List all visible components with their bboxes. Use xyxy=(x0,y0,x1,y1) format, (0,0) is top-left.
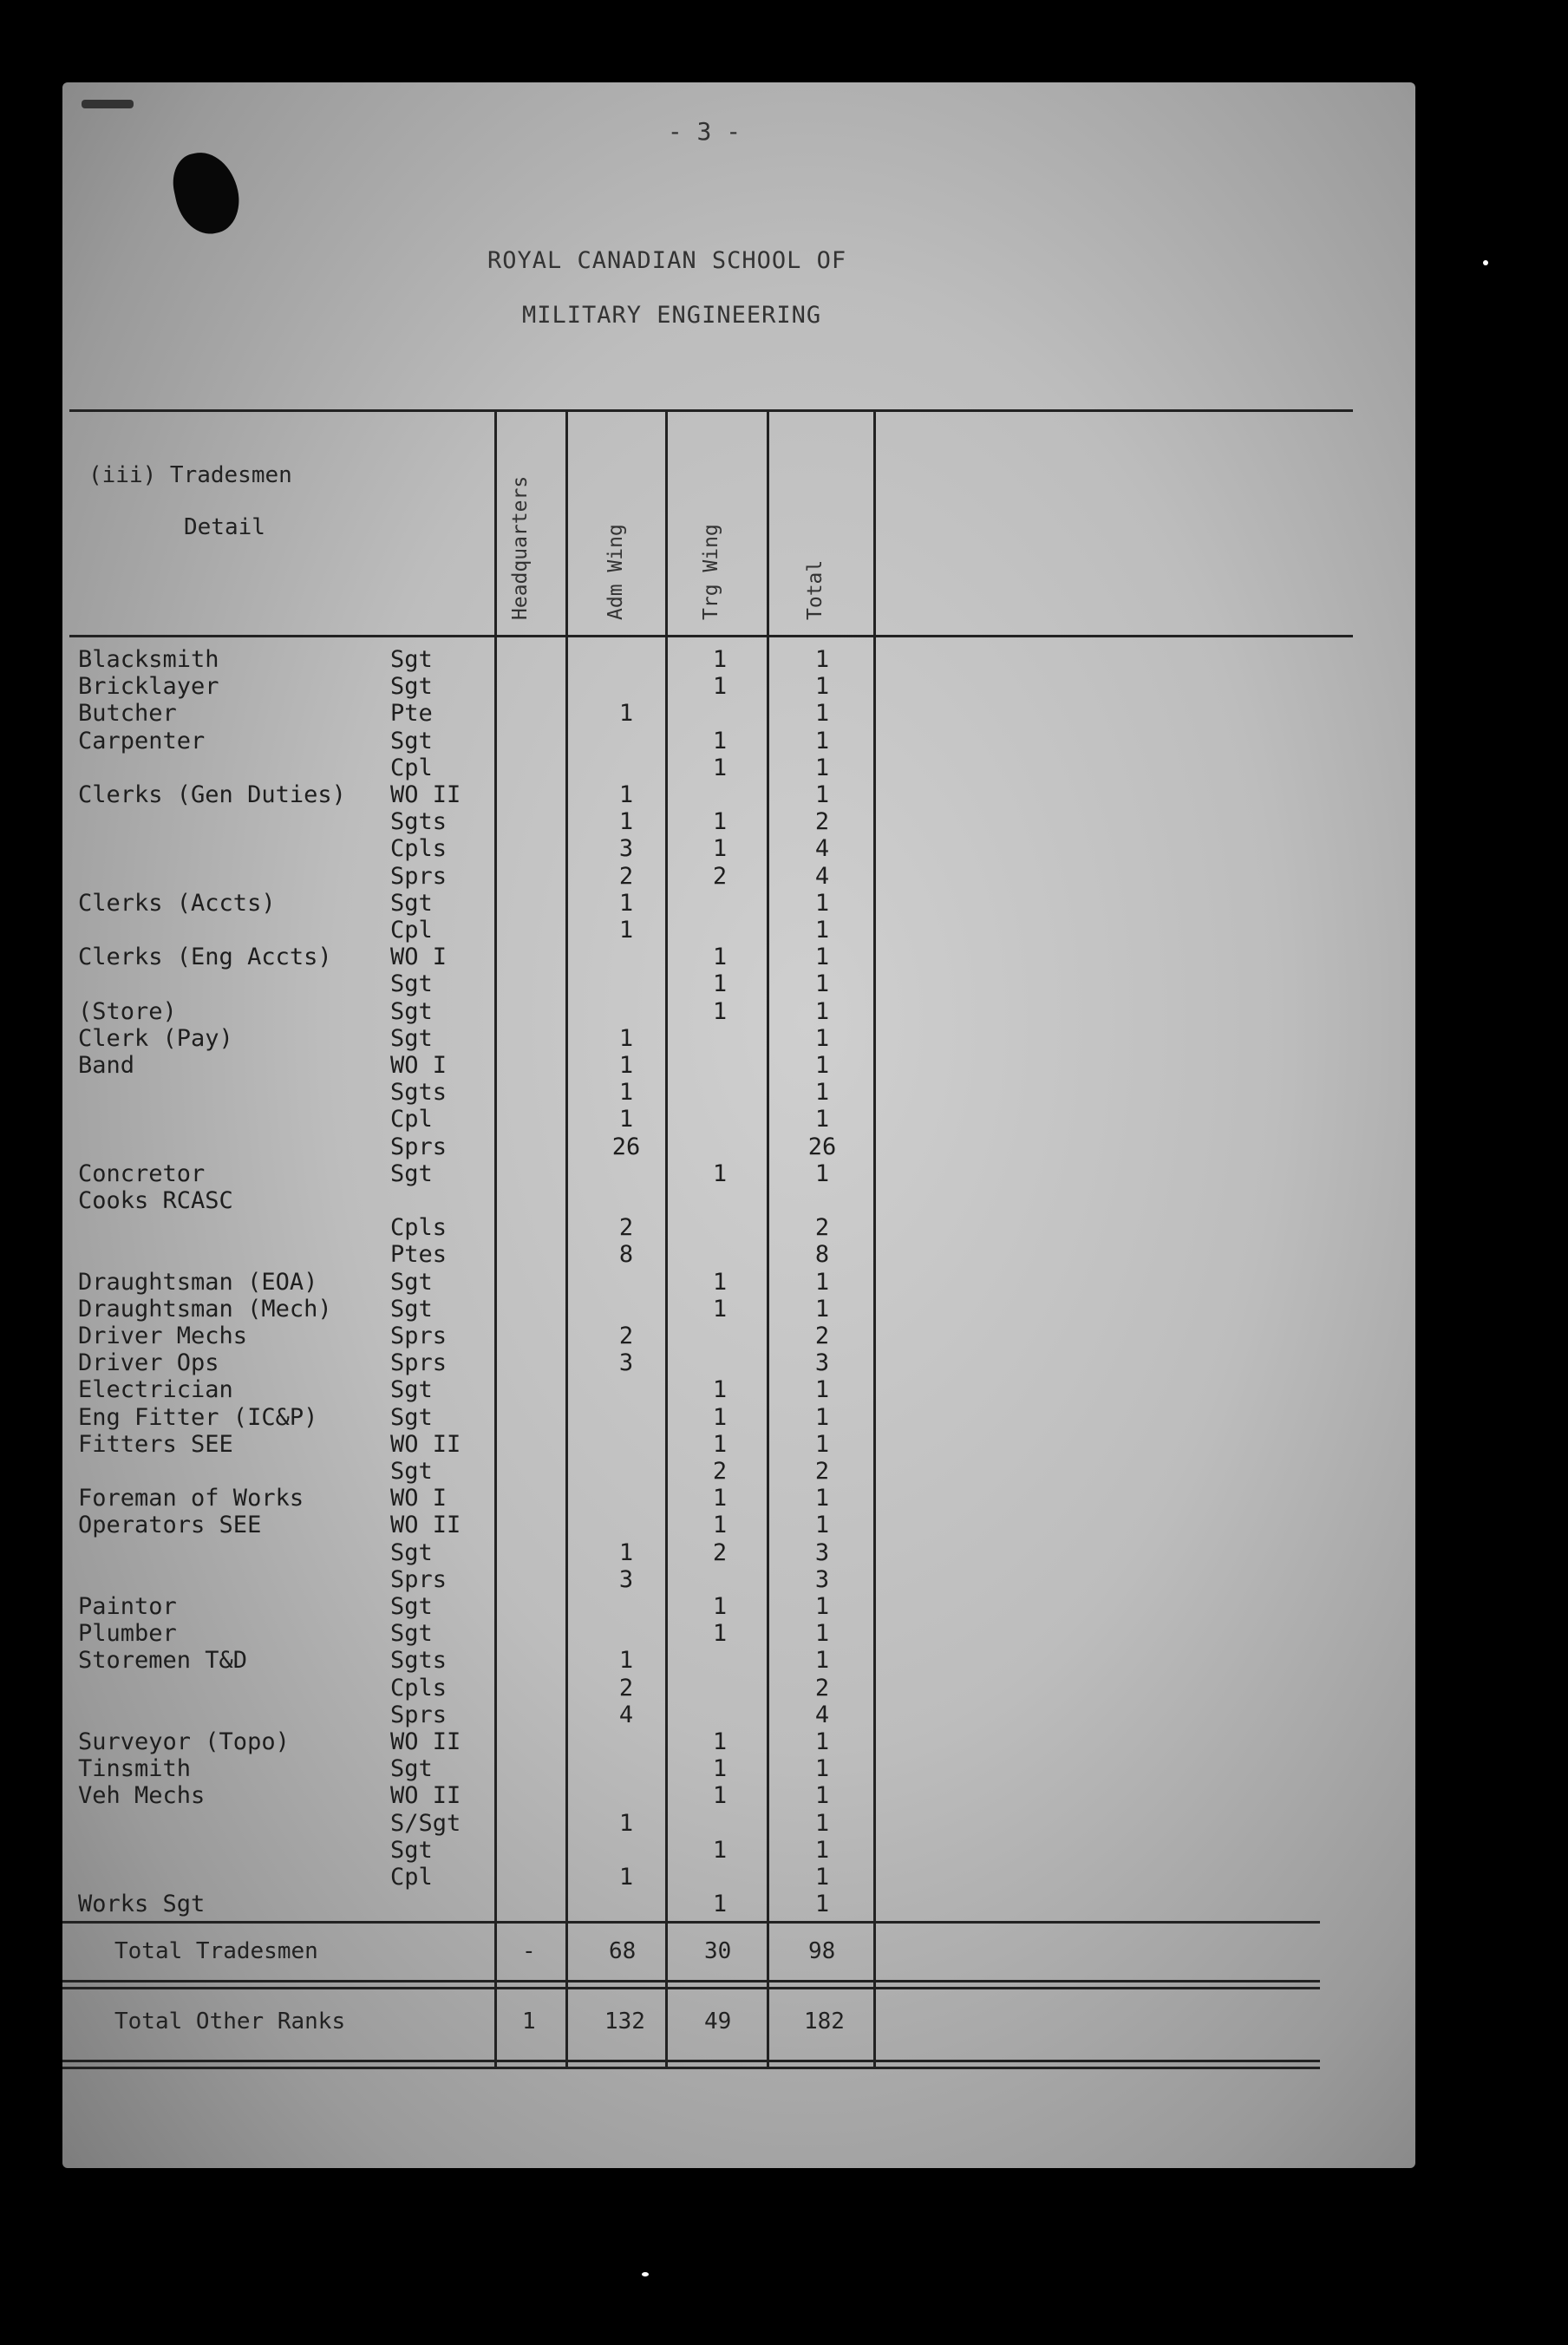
total-cell: 1 xyxy=(814,1755,830,1783)
rank-cell: Ptes xyxy=(390,1241,448,1269)
rank-cell: Sprs xyxy=(390,1323,448,1349)
total-cell: 1 xyxy=(814,754,830,781)
total-cell: 1 xyxy=(814,997,830,1025)
total-cell: 8 xyxy=(814,1241,830,1269)
adm-wing-cell: 3 xyxy=(618,1349,634,1377)
trg-wing-cell: 1 xyxy=(712,1295,728,1323)
total-other-ranks-row xyxy=(80,2006,947,2037)
adm-wing-cell: 2 xyxy=(618,862,634,890)
ink-blot xyxy=(167,147,245,240)
detail-cell: Clerks (Accts) xyxy=(78,889,276,917)
film-speck xyxy=(1483,260,1488,265)
detail-cell: Veh Mechs xyxy=(78,1782,206,1810)
total-label: Total Tradesmen xyxy=(114,1938,318,1964)
adm-wing-cell: 1 xyxy=(618,1106,634,1133)
other-ranks-bottom-rule-2 xyxy=(62,2067,1320,2069)
adm-wing-cell: 2 xyxy=(618,1674,634,1702)
detail-cell: Electrician xyxy=(78,1376,233,1404)
rank-cell: Sprs xyxy=(390,1349,448,1377)
total-cell: 1 xyxy=(814,1836,830,1864)
total-cell: 26 xyxy=(807,1133,837,1160)
detail-cell: Band xyxy=(78,1052,135,1079)
adm-wing-cell: 2 xyxy=(618,1323,634,1349)
total-cell: 1 xyxy=(814,1485,830,1512)
total-cell: 1 xyxy=(814,781,830,808)
table-row xyxy=(78,835,945,862)
total-cell: 1 xyxy=(814,700,830,728)
table-row xyxy=(78,1566,945,1593)
rank-cell: Sgt xyxy=(390,646,433,673)
total-cell: 4 xyxy=(814,862,830,890)
trg-wing-cell: 1 xyxy=(712,1403,728,1431)
table-row xyxy=(78,970,945,997)
detail-cell: Blacksmith xyxy=(78,646,219,673)
adm-wing-cell: 1 xyxy=(618,1052,634,1079)
trg-wing-cell: 1 xyxy=(712,1268,728,1296)
total-adm: 68 xyxy=(609,1938,637,1964)
adm-wing-cell: 3 xyxy=(618,1565,634,1593)
trg-wing-cell: 1 xyxy=(712,673,728,701)
corner-ink-mark xyxy=(82,100,134,108)
section-subheading: Detail xyxy=(184,514,265,540)
film-speck xyxy=(642,2272,649,2276)
detail-cell: Bricklayer xyxy=(78,673,219,701)
total-cell: 1 xyxy=(814,1159,830,1187)
detail-cell: Plumber xyxy=(78,1620,177,1648)
total-cell: 1 xyxy=(814,1620,830,1648)
table-row xyxy=(78,1675,945,1702)
total-cell: 1 xyxy=(814,1430,830,1458)
total-tradesmen-row xyxy=(80,1936,947,1967)
adm-wing-cell: 1 xyxy=(618,917,634,944)
total-cell: 1 xyxy=(814,1403,830,1431)
rank-cell: WO II xyxy=(390,781,461,808)
total-cell: 4 xyxy=(814,1701,830,1728)
rank-cell: Pte xyxy=(390,700,433,728)
detail-cell: Draughtsman (Mech) xyxy=(78,1295,332,1323)
table-row xyxy=(78,1187,945,1214)
table-row xyxy=(78,1106,945,1133)
detail-cell: Concretor xyxy=(78,1159,206,1187)
total-cell: 1 xyxy=(814,1295,830,1323)
table-row xyxy=(78,1864,945,1891)
table-row xyxy=(78,1512,945,1538)
table-row xyxy=(78,998,945,1025)
total-cell: 2 xyxy=(814,1214,830,1242)
trg-wing-cell: 2 xyxy=(712,1458,728,1485)
table-row xyxy=(78,754,945,781)
table-row xyxy=(78,890,945,917)
rank-cell: Sgt xyxy=(390,727,433,754)
table-row xyxy=(78,781,945,808)
adm-wing-cell: 3 xyxy=(618,835,634,863)
table-row xyxy=(78,1376,945,1403)
table-row xyxy=(78,646,945,673)
detail-cell: Clerk (Pay) xyxy=(78,1024,233,1052)
total-cell: 4 xyxy=(814,835,830,863)
adm-wing-cell: 1 xyxy=(618,1647,634,1675)
detail-cell: Tinsmith xyxy=(78,1755,192,1783)
adm-wing-cell: 8 xyxy=(618,1241,634,1269)
trg-wing-cell: 1 xyxy=(712,1755,728,1783)
trg-wing-cell: 1 xyxy=(712,1376,728,1404)
table-row xyxy=(78,1431,945,1458)
adm-wing-cell: 4 xyxy=(618,1701,634,1728)
adm-wing-cell: 1 xyxy=(618,781,634,808)
rank-cell: Sgt xyxy=(390,1024,433,1052)
tradesmen-total-bottom-rule xyxy=(62,1980,1320,1982)
rank-cell: Sgt xyxy=(390,970,433,998)
detail-cell: Clerks (Gen Duties) xyxy=(78,781,346,808)
rank-cell: Sgt xyxy=(390,1458,433,1485)
table-top-rule xyxy=(69,409,1353,412)
rank-cell: WO II xyxy=(390,1512,461,1539)
section-heading: (iii) Tradesmen xyxy=(88,462,292,488)
total-cell: 1 xyxy=(814,889,830,917)
trg-wing-cell: 1 xyxy=(712,1782,728,1810)
rank-cell: Cpls xyxy=(390,835,448,863)
total-cell: 2 xyxy=(814,1323,830,1349)
trg-wing-cell: 1 xyxy=(712,808,728,836)
table-row xyxy=(78,1485,945,1512)
total-cell: 1 xyxy=(814,1106,830,1133)
table-row xyxy=(78,1214,945,1241)
adm-wing-cell: 1 xyxy=(618,1809,634,1837)
table-row xyxy=(78,1323,945,1349)
rank-cell: WO I xyxy=(390,944,448,971)
rank-cell: Sgt xyxy=(390,1159,433,1187)
adm-wing-cell: 1 xyxy=(618,1079,634,1107)
table-row xyxy=(78,1755,945,1782)
rank-cell: Sgt xyxy=(390,1376,433,1404)
trg-wing-cell: 2 xyxy=(712,1538,728,1566)
rank-cell: Cpl xyxy=(390,754,433,781)
table-row xyxy=(78,1702,945,1728)
trg-wing-cell: 1 xyxy=(712,727,728,754)
document-page xyxy=(62,82,1415,2168)
total-cell: 3 xyxy=(814,1349,830,1377)
rank-cell: Sgt xyxy=(390,1295,433,1323)
total-hq: 1 xyxy=(522,2009,536,2035)
table-row xyxy=(78,808,945,835)
detail-cell: Eng Fitter (IC&P) xyxy=(78,1403,318,1431)
total-cell: 1 xyxy=(814,1052,830,1079)
detail-cell: Draughtsman (EOA) xyxy=(78,1268,318,1296)
total-cell: 1 xyxy=(814,1809,830,1837)
rank-cell: Sprs xyxy=(390,862,448,890)
total-cell: 1 xyxy=(814,1376,830,1404)
other-ranks-bottom-rule xyxy=(62,2060,1320,2062)
detail-cell: Fitters SEE xyxy=(78,1430,233,1458)
rank-cell: Sgt xyxy=(390,1403,433,1431)
table-row xyxy=(78,1810,945,1837)
rank-cell: Cpl xyxy=(390,917,433,944)
trg-wing-cell: 1 xyxy=(712,1485,728,1512)
trg-wing-cell: 1 xyxy=(712,970,728,998)
adm-wing-cell: 1 xyxy=(618,808,634,836)
total-cell: 1 xyxy=(814,1782,830,1810)
table-row xyxy=(78,1052,945,1079)
table-row xyxy=(78,917,945,944)
total-cell: 2 xyxy=(814,808,830,836)
table-row xyxy=(78,1296,945,1323)
total-cell: 1 xyxy=(814,944,830,971)
header-bottom-rule xyxy=(69,635,1353,637)
total-trg: 49 xyxy=(704,2009,732,2035)
rank-cell: Sgt xyxy=(390,1593,433,1620)
rank-cell: Sgt xyxy=(390,1836,433,1864)
total-cell: 2 xyxy=(814,1458,830,1485)
table-row xyxy=(78,1349,945,1376)
rank-cell: Sgt xyxy=(390,997,433,1025)
table-row xyxy=(78,944,945,970)
table-row xyxy=(78,1647,945,1674)
detail-cell: Butcher xyxy=(78,700,177,728)
total-cell: 1 xyxy=(814,727,830,754)
total-total: 182 xyxy=(804,2009,845,2035)
total-cell: 1 xyxy=(814,646,830,673)
rank-cell: Sprs xyxy=(390,1133,448,1160)
total-total: 98 xyxy=(808,1938,836,1964)
rank-cell: Sgts xyxy=(390,1079,448,1107)
rank-cell: S/Sgt xyxy=(390,1809,461,1837)
total-trg: 30 xyxy=(704,1938,732,1964)
table-row xyxy=(78,1837,945,1864)
rank-cell: WO II xyxy=(390,1782,461,1810)
total-cell: 1 xyxy=(814,1647,830,1675)
table-row xyxy=(78,1269,945,1296)
rank-cell: Sgts xyxy=(390,808,448,836)
total-cell: 2 xyxy=(814,1674,830,1702)
detail-cell: Driver Mechs xyxy=(78,1323,248,1349)
total-cell: 1 xyxy=(814,1728,830,1755)
rank-cell: Sgt xyxy=(390,1538,433,1566)
rank-cell: WO II xyxy=(390,1430,461,1458)
total-cell: 1 xyxy=(814,1512,830,1539)
table-row xyxy=(78,1539,945,1566)
total-adm: 132 xyxy=(604,2009,645,2035)
table-row xyxy=(78,863,945,890)
col-header-headquarters: Headquarters xyxy=(509,475,532,620)
adm-wing-cell: 2 xyxy=(618,1214,634,1242)
rank-cell: Sgt xyxy=(390,673,433,701)
rank-cell: Cpl xyxy=(390,1864,433,1891)
adm-wing-cell: 1 xyxy=(618,1024,634,1052)
total-cell: 1 xyxy=(814,1024,830,1052)
table-row xyxy=(78,1404,945,1431)
trg-wing-cell: 1 xyxy=(712,835,728,863)
rank-cell: WO I xyxy=(390,1485,448,1512)
trg-wing-cell: 1 xyxy=(712,646,728,673)
total-cell: 3 xyxy=(814,1565,830,1593)
table-row xyxy=(78,1133,945,1160)
trg-wing-cell: 1 xyxy=(712,1512,728,1539)
total-cell: 1 xyxy=(814,1268,830,1296)
detail-cell: Foreman of Works xyxy=(78,1485,304,1512)
table-row xyxy=(78,1782,945,1809)
table-row xyxy=(78,1025,945,1052)
adm-wing-cell: 1 xyxy=(618,700,634,728)
table-row xyxy=(78,728,945,754)
adm-wing-cell: 1 xyxy=(618,889,634,917)
page-number: - 3 - xyxy=(667,117,742,146)
adm-wing-cell: 1 xyxy=(618,1864,634,1891)
rank-cell: Cpls xyxy=(390,1214,448,1242)
col-header-total: Total xyxy=(804,559,826,620)
adm-wing-cell: 26 xyxy=(611,1133,641,1160)
rank-cell: WO II xyxy=(390,1728,461,1755)
detail-cell: Carpenter xyxy=(78,727,206,754)
tradesmen-total-top-rule xyxy=(62,1921,1320,1924)
trg-wing-cell: 1 xyxy=(712,1836,728,1864)
adm-wing-cell: 1 xyxy=(618,1538,634,1566)
detail-cell: Works Sgt xyxy=(78,1891,206,1918)
detail-cell: Cooks RCASC xyxy=(78,1187,233,1214)
rank-cell: Sprs xyxy=(390,1701,448,1728)
total-cell: 1 xyxy=(814,1593,830,1620)
rank-cell: WO I xyxy=(390,1052,448,1079)
detail-cell: (Store) xyxy=(78,997,177,1025)
trg-wing-cell: 1 xyxy=(712,1891,728,1918)
detail-cell: Storemen T&D xyxy=(78,1647,248,1675)
detail-cell: Paintor xyxy=(78,1593,177,1620)
col-header-adm-wing: Adm Wing xyxy=(604,524,627,620)
total-cell: 1 xyxy=(814,1864,830,1891)
table-row xyxy=(78,1891,945,1917)
total-cell: 1 xyxy=(814,1891,830,1918)
trg-wing-cell: 1 xyxy=(712,1620,728,1648)
table-row xyxy=(78,1458,945,1485)
rank-cell: Sgt xyxy=(390,889,433,917)
document-title-line-2: MILITARY ENGINEERING xyxy=(522,302,822,329)
rank-cell: Sgts xyxy=(390,1647,448,1675)
trg-wing-cell: 1 xyxy=(712,754,728,781)
total-cell: 1 xyxy=(814,673,830,701)
rank-cell: Sprs xyxy=(390,1565,448,1593)
trg-wing-cell: 1 xyxy=(712,1430,728,1458)
detail-cell: Operators SEE xyxy=(78,1512,262,1539)
rank-cell: Sgt xyxy=(390,1620,433,1648)
table-row xyxy=(78,1160,945,1187)
table-row xyxy=(78,1620,945,1647)
trg-wing-cell: 1 xyxy=(712,997,728,1025)
trg-wing-cell: 1 xyxy=(712,1593,728,1620)
trg-wing-cell: 1 xyxy=(712,1159,728,1187)
table-row xyxy=(78,673,945,700)
total-cell: 1 xyxy=(814,1079,830,1107)
total-cell: 3 xyxy=(814,1538,830,1566)
table-row xyxy=(78,1079,945,1106)
col-header-trg-wing: Trg Wing xyxy=(700,524,722,620)
trg-wing-cell: 2 xyxy=(712,862,728,890)
total-cell: 1 xyxy=(814,917,830,944)
detail-cell: Surveyor (Topo) xyxy=(78,1728,290,1755)
rank-cell: Sgt xyxy=(390,1268,433,1296)
table-row xyxy=(78,1593,945,1620)
total-cell: 1 xyxy=(814,970,830,998)
detail-cell: Driver Ops xyxy=(78,1349,219,1377)
detail-cell: Clerks (Eng Accts) xyxy=(78,944,332,971)
tradesmen-total-bottom-rule-2 xyxy=(62,1987,1320,1989)
table-row xyxy=(78,700,945,727)
total-label: Total Other Ranks xyxy=(114,2009,346,2035)
trg-wing-cell: 1 xyxy=(712,944,728,971)
trg-wing-cell: 1 xyxy=(712,1728,728,1755)
table-row xyxy=(78,1728,945,1755)
table-row xyxy=(78,1241,945,1268)
rank-cell: Cpl xyxy=(390,1106,433,1133)
rank-cell: Cpls xyxy=(390,1674,448,1702)
rank-cell: Sgt xyxy=(390,1755,433,1783)
document-title-line-1: ROYAL CANADIAN SCHOOL OF xyxy=(487,247,847,274)
total-hq: - xyxy=(522,1938,536,1964)
